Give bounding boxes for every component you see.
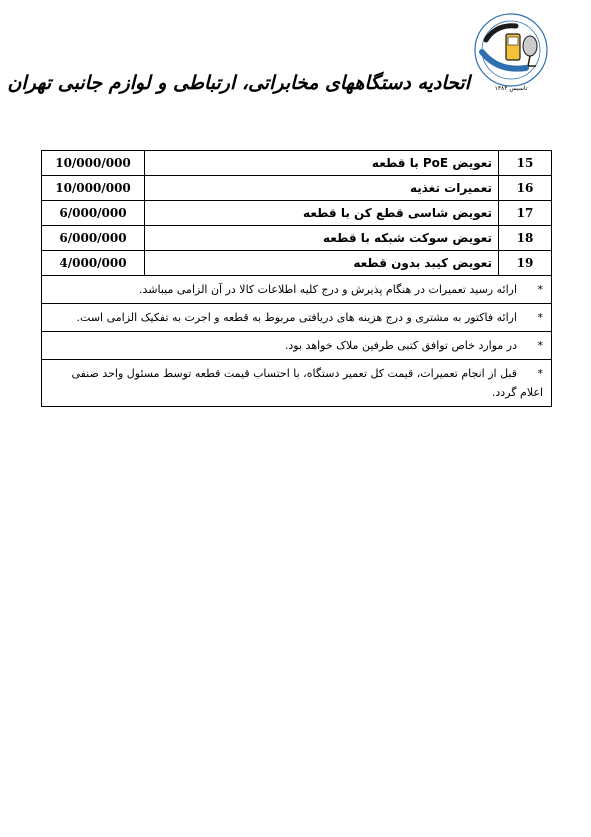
table-row — [42, 226, 552, 251]
price-table — [41, 150, 552, 407]
note-marker: * — [537, 367, 543, 380]
service-description: تعویض شاسی قطع کن با قطعه — [145, 201, 499, 226]
table-row — [42, 251, 552, 276]
note-cell — [42, 332, 552, 360]
service-description: تعمیرات تغذیه — [145, 176, 499, 201]
service-price: 4/000/000 — [42, 251, 145, 276]
note-text: قبل از انجام تعمیرات، قیمت کل تعمیر دستگاه، با احتساب قیمت قطعه توسط مسئول واحد صنفی اعلام گردد. — [71, 367, 543, 399]
note-text: در موارد خاص توافق کتبی طرفین ملاک خواهد بود. — [284, 339, 517, 352]
service-price: 6/000/000 — [42, 201, 145, 226]
service-price: 10/000/000 — [42, 176, 145, 201]
table-row — [42, 201, 552, 226]
note-marker: * — [537, 283, 543, 296]
logo-emblem-icon — [468, 10, 554, 96]
note-cell — [42, 276, 552, 304]
row-number: 19 — [499, 251, 552, 276]
note-row — [42, 276, 552, 304]
service-price: 10/000/000 — [42, 151, 145, 176]
note-cell — [42, 304, 552, 332]
table-row — [42, 176, 552, 201]
note-text: ارائه رسید تعمیرات در هنگام پذیرش و درج کلیه اطلاعات کالا در آن الزامی میباشد. — [139, 283, 517, 296]
table-row — [42, 151, 552, 176]
page-title: اتحادیه دستگاههای مخابراتی، ارتباطی و لوازم جانبی تهران — [7, 72, 470, 94]
service-description: تعویض PoE با قطعه — [145, 151, 499, 176]
note-text: ارائه فاکتور به مشتری و درج هزینه های دریافتی مربوط به قطعه و اجرت به تفکیک الزامی است. — [76, 311, 517, 324]
logo-founding-year: تاسیس ۱۳۸۳ — [494, 85, 528, 92]
note-marker: * — [537, 339, 543, 352]
row-number: 16 — [499, 176, 552, 201]
row-number: 18 — [499, 226, 552, 251]
note-row — [42, 332, 552, 360]
note-cell — [42, 360, 552, 407]
service-price: 6/000/000 — [42, 226, 145, 251]
union-logo — [468, 10, 554, 96]
note-marker: * — [537, 311, 543, 324]
note-row — [42, 360, 552, 407]
service-description: تعویض کیبد بدون قطعه — [145, 251, 499, 276]
row-number: 15 — [499, 151, 552, 176]
service-description: تعویض سوکت شبکه با قطعه — [145, 226, 499, 251]
row-number: 17 — [499, 201, 552, 226]
note-row — [42, 304, 552, 332]
